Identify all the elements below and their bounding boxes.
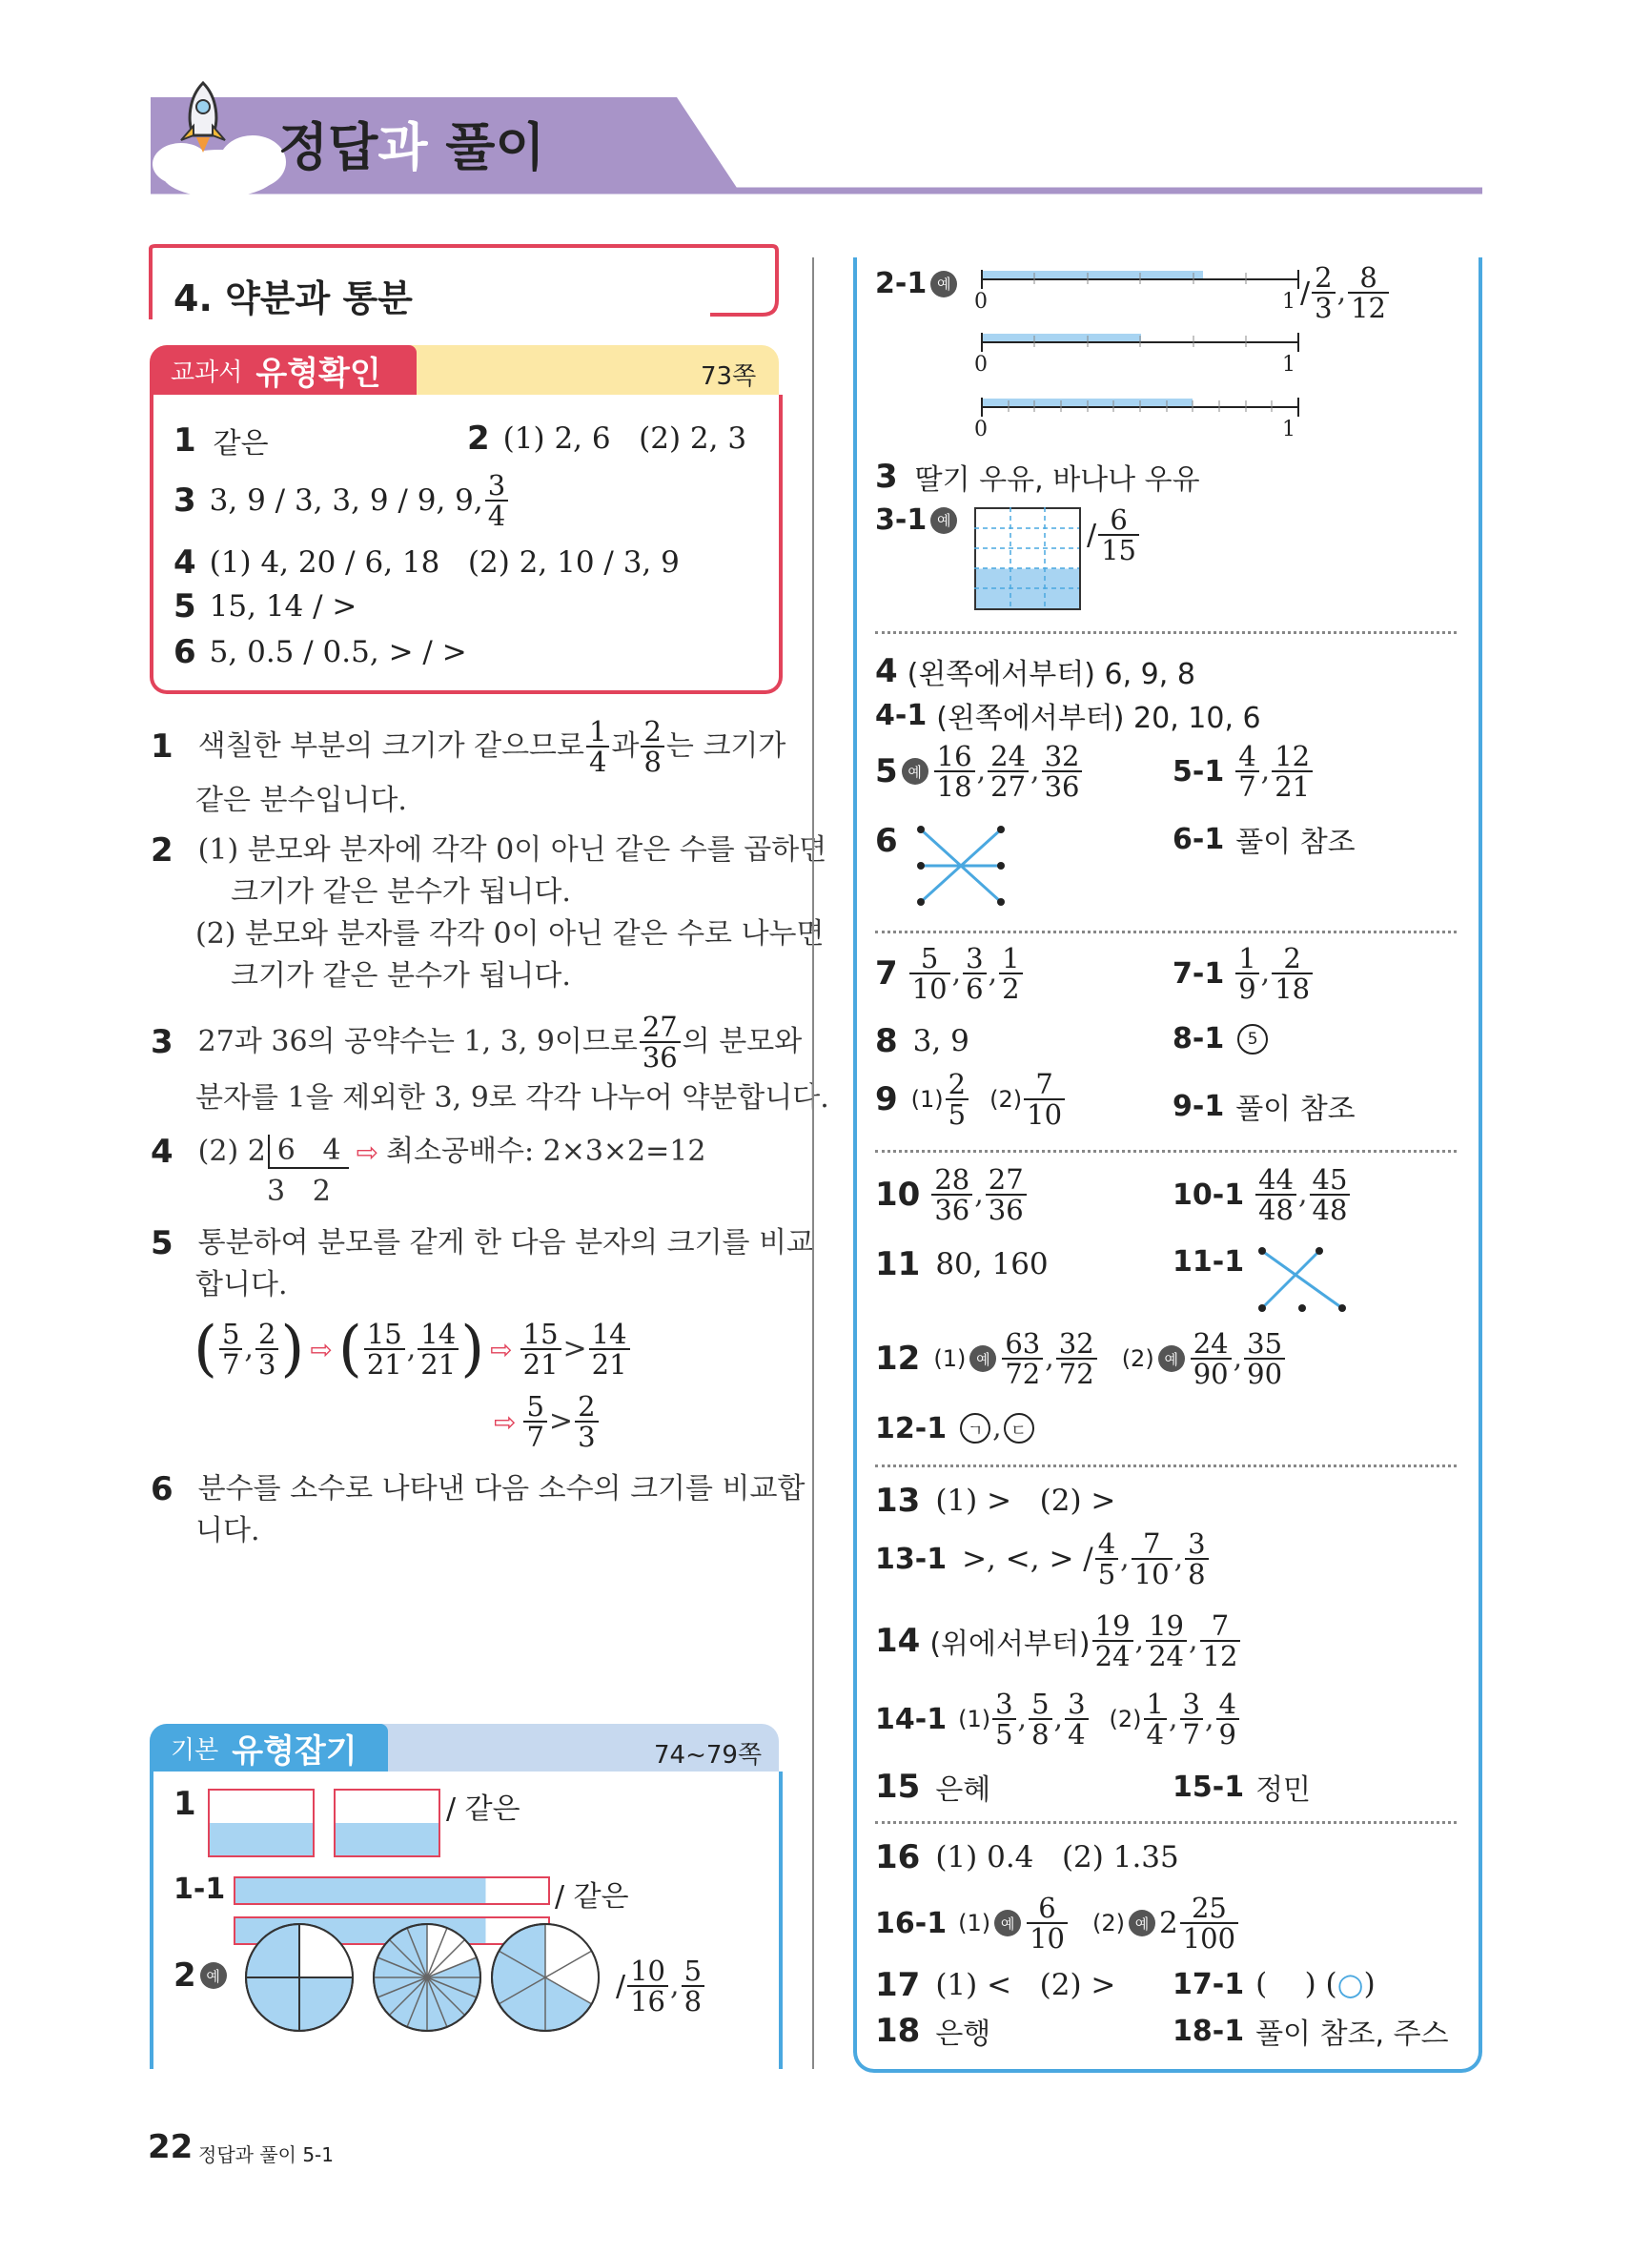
r-6-matching (913, 820, 1009, 911)
r-8-1: 8-1 5 (1173, 1022, 1270, 1055)
page-title: 정답과 풀이 (278, 117, 545, 177)
footer-text: 정답과 풀이 5-1 (198, 2143, 334, 2166)
r-10-1: 10-1 $\frac{44}{48}$ , $\frac{45}{48}$ (1173, 1165, 1352, 1225)
r-13-1: 13-1 >, <, > / $\frac{4}{5}$ , $\frac{7}{10}$ , $\frac{3}{8}$ (875, 1529, 1211, 1589)
r-15-1: 15-1 정민 (1173, 1770, 1312, 1807)
r-8: 8 3, 9 (875, 1022, 969, 1060)
r-2-1-one-b: 1 (1282, 353, 1295, 377)
explain-5b: 합니다. (195, 1268, 288, 1301)
r-2-1-zero-b: 0 (974, 353, 988, 377)
b1-answer-6: 6 5, 0.5 / 0.5, > / > (173, 633, 467, 671)
r-12-1: 12-1 ㄱ , ㄷ (875, 1407, 1036, 1449)
r-7-1: 7-1 $\frac{1}{9}$ , $\frac{2}{18}$ (1173, 944, 1315, 1004)
r-3-1-value: / $\frac{6}{15}$ (1087, 505, 1141, 565)
divider-2 (875, 931, 1457, 933)
r-18-1: 18-1 풀이 참조, 주스 (1173, 2014, 1449, 2051)
r-2-1-zero-a: 0 (974, 290, 988, 314)
explain-2d: 크기가 같은 분수가 됩니다. (231, 959, 571, 993)
r-16-1: 16-1 (1) 예 $\frac{6}{10}$ (2) 예 2 $\frac{25}{100}$ (875, 1894, 1240, 1954)
r-11-1-matching (1254, 1243, 1350, 1314)
chapter-title: 4. 약분과 통분 (173, 277, 413, 319)
b1-answer-5: 5 15, 14 / > (173, 587, 357, 625)
r-4-1: 4-1 (왼쪽에서부터) 20, 10, 6 (875, 698, 1261, 735)
r-14-1: 14-1 (1) $\frac{3}{5}$ , $\frac{5}{8}$ , $\frac{3}{4}$ (2) $\frac{1}{4}$ , $\frac{3}{7}$ , $\frac{4}{9}$ (875, 1690, 1241, 1750)
explain-3: 3 27과 36의 공약수는 1, 3, 9이므로 $\frac{27}{36}$ 의 분모와 (151, 1011, 803, 1075)
explain-6b: 니다. (195, 1514, 260, 1547)
b1-answer-4: 4 (1) 4, 20 / 6, 18 (2) 2, 10 / 3, 9 (173, 543, 680, 582)
r-16: 16 (1) 0.4 (2) 1.35 (875, 1838, 1179, 1876)
box1-page: 73쪽 (701, 362, 757, 391)
r-11-1: 11-1 (1173, 1245, 1245, 1279)
box2-page: 74~79쪽 (654, 1741, 763, 1770)
explain-4-quotient: 3 2 (267, 1175, 331, 1208)
divider-3 (875, 1150, 1457, 1153)
b2-answer-1: 1 (173, 1785, 196, 1823)
r-11: 11 80, 160 (875, 1245, 1049, 1283)
footer-page-number: 22 (148, 2128, 194, 2166)
explain-5-calc: ( $\frac{5}{7}$ , $\frac{2}{3}$ ) ⇨ ( $\frac{15}{21}$ , $\frac{14}{21}$ ) ⇨ $\frac{15}{21}$ > $\frac{14}{21}$ (194, 1314, 632, 1384)
r-7: 7 $\frac{5}{10}$ , $\frac{3}{6}$ , $\frac{1}{2}$ (875, 944, 1025, 1004)
b1-answer-3: 3 3, 9 / 3, 3, 9 / 9, 9, $\frac{3}{4}$ (173, 471, 510, 531)
b2-2-circles (240, 1916, 602, 2038)
r-3-1: 3-1 예 (875, 503, 961, 537)
r-6: 6 (875, 822, 898, 860)
r-17-1: 17-1 ( ) ( ○ ) (1173, 1966, 1376, 2002)
r-3-1-grid-lines (974, 507, 1081, 610)
r-5: 5 예 $\frac{16}{18}$ , $\frac{24}{27}$ , $\frac{32}{36}$ (875, 742, 1084, 802)
r-17: 17 (1) < (2) > (875, 1966, 1116, 2004)
divider-5 (875, 1821, 1457, 1824)
r-12: 12 (1) 예 $\frac{63}{72}$ , $\frac{32}{72}$ (2) 예 $\frac{24}{90}$ , $\frac{35}{90}$ (875, 1329, 1287, 1389)
explain-2b: 크기가 같은 분수가 됩니다. (231, 875, 571, 909)
r-6-1: 6-1 풀이 참조 (1173, 822, 1356, 859)
b2-answer-1-1: 1-1 (173, 1873, 226, 1906)
r-4: 4 (왼쪽에서부터) 6, 9, 8 (875, 652, 1195, 691)
box1-tab: 교과서 유형확인 (150, 345, 417, 395)
divider-1 (875, 631, 1457, 634)
r-2-1-lines (972, 265, 1306, 446)
r-9-1: 9-1 풀이 참조 (1173, 1089, 1356, 1126)
column-divider (812, 257, 814, 2069)
r-13: 13 (1) > (2) > (875, 1482, 1116, 1520)
r-14: 14 (위에서부터) $\frac{19}{24}$ , $\frac{19}{24}$ , $\frac{7}{12}$ (875, 1611, 1242, 1671)
r-18: 18 은행 (875, 2012, 991, 2051)
b2-1-rect-a (208, 1789, 315, 1857)
explain-1-cont: 같은 분수입니다. (195, 784, 407, 817)
r-9: 9 (1) $\frac{2}{5}$ (2) $\frac{7}{10}$ (875, 1070, 1067, 1130)
b2-1-1-value: / 같은 (555, 1880, 629, 1914)
b2-1-value: / 같은 (446, 1792, 520, 1826)
box2-tab: 기본 유형잡기 (150, 1724, 388, 1772)
explain-2: 2 (1) 분모와 분자에 각각 0이 아닌 같은 수를 곱하면 (151, 831, 827, 870)
b1-answer-1: 1 같은 (173, 421, 269, 461)
explain-5: 5 통분하여 분모를 같게 한 다음 분자의 크기를 비교 (151, 1224, 815, 1262)
b2-answer-2: 2 예 (173, 1956, 231, 1995)
explain-3-cont: 분자를 1을 제외한 3, 9로 각각 나누어 약분합니다. (195, 1081, 829, 1115)
r-2-1-value: / $\frac{2}{3}$ , $\frac{8}{12}$ (1300, 263, 1391, 323)
explain-2c: (2) 분모와 분자를 각각 0이 아닌 같은 수로 나누면 (195, 917, 825, 951)
r-15: 15 은혜 (875, 1768, 991, 1807)
rocket-icon (170, 78, 236, 154)
explain-1: 1 색칠한 부분의 크기가 같으므로 $\frac{1}{4}$ 과 $\frac{2}{8}$ 는 크기가 (151, 715, 786, 779)
r-10: 10 $\frac{28}{36}$ , $\frac{27}{36}$ (875, 1165, 1029, 1225)
r-5-1: 5-1 $\frac{4}{7}$ , $\frac{12}{21}$ (1173, 742, 1315, 802)
r-2-1-one-a: 1 (1282, 290, 1295, 314)
explain-6: 6 분수를 소수로 나타낸 다음 소수의 크기를 비교합 (151, 1470, 806, 1508)
r-2-1-one-c: 1 (1282, 418, 1295, 441)
r-2-1-zero-c: 0 (974, 418, 988, 441)
b2-1-1-bar-a (234, 1876, 550, 1905)
divider-4 (875, 1464, 1457, 1467)
b2-2-value: / $\frac{10}{16}$ , $\frac{5}{8}$ (616, 1956, 706, 2017)
r-2-1: 2-1 예 (875, 267, 961, 300)
b2-1-rect-b (334, 1789, 440, 1857)
explain-4: 4 (2) 2 6 4 ⇨ 최소공배수: 2×3×2=12 (151, 1133, 706, 1171)
explain-5-result: ⇨ $\frac{5}{7}$ > $\frac{2}{3}$ (494, 1392, 601, 1452)
r-3: 3 딸기 우유, 바나나 우유 (875, 458, 1200, 497)
b1-answer-2: 2 (1) 2, 6 (2) 2, 3 (467, 420, 747, 458)
